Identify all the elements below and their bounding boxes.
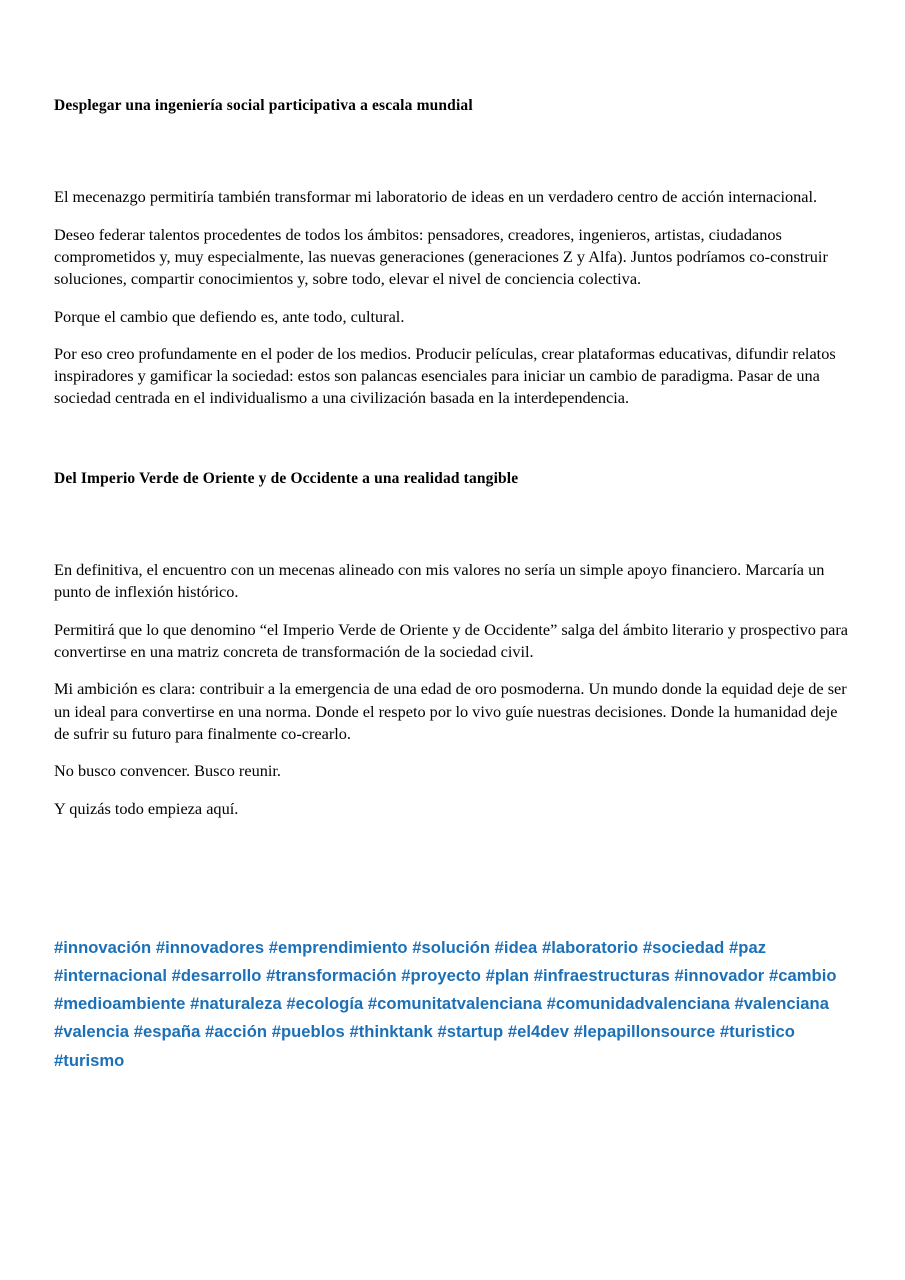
hashtag-link[interactable]: #ecología bbox=[286, 994, 364, 1014]
paragraph: El mecenazgo permitiría también transformar mi laboratorio de ideas en un verdadero centro de acción internacional. bbox=[54, 187, 818, 207]
spacer bbox=[54, 410, 851, 469]
spacer bbox=[54, 115, 851, 186]
spacer bbox=[54, 820, 851, 934]
hashtag-link[interactable]: #comunitatvalenciana bbox=[367, 994, 542, 1014]
hashtag-link[interactable]: #españa bbox=[133, 1022, 201, 1042]
hashtag-link[interactable]: #medioambiente bbox=[54, 994, 186, 1014]
hashtag-link[interactable]: #proyecto bbox=[401, 966, 481, 985]
hashtag-link[interactable]: #lepapillonsource bbox=[573, 1022, 716, 1042]
hashtag-link[interactable]: #comunidadvalenciana bbox=[546, 994, 730, 1014]
hashtag-link[interactable]: #innovadores bbox=[155, 937, 265, 957]
spacer bbox=[54, 328, 851, 343]
hashtag-link[interactable]: #transformación bbox=[266, 966, 397, 985]
spacer bbox=[54, 488, 851, 559]
section-heading-2: Del Imperio Verde de Oriente y de Occidente a una realidad tangible bbox=[54, 469, 519, 487]
spacer bbox=[54, 291, 851, 306]
hashtag-link[interactable]: #valenciana bbox=[734, 994, 829, 1014]
hashtag-link[interactable]: #innovación bbox=[54, 937, 152, 957]
paragraph: En definitiva, el encuentro con un mecenas alineado con mis valores no sería un simple apoyo financiero. Marcaría un punto de inflexión histórico. bbox=[54, 560, 825, 602]
hashtag-link[interactable]: #infraestructuras bbox=[533, 966, 670, 985]
paragraph: Y quizás todo empieza aquí. bbox=[54, 798, 239, 818]
hashtag-link[interactable]: #thinktank bbox=[349, 1022, 433, 1042]
section-heading-1: Desplegar una ingeniería social participativa a escala mundial bbox=[54, 97, 473, 114]
hashtag-link[interactable]: #cambio bbox=[768, 966, 837, 985]
hashtag-link[interactable]: #emprendimiento bbox=[268, 937, 408, 957]
spacer bbox=[54, 663, 851, 678]
hashtag-link[interactable]: #innovador bbox=[674, 966, 765, 985]
hashtag-link[interactable]: #turismo bbox=[54, 1050, 125, 1070]
hashtag-link[interactable]: #valencia bbox=[54, 1022, 130, 1042]
hashtag-link[interactable]: #naturaleza bbox=[190, 994, 282, 1014]
paragraph: Deseo federar talentos procedentes de todos los ámbitos: pensadores, creadores, ingenieros, artistas, ciudadanos comprometidos y, muy especialmente, las nuevas generaciones (generaciones Z y Alfa). Juntos podríamos co-construir soluciones, compartir conocimientos y, sobre todo, elevar el nivel de conciencia colectiva. bbox=[54, 224, 828, 289]
hashtag-link[interactable]: #startup bbox=[437, 1022, 504, 1042]
hashtag-link[interactable]: #turistico bbox=[719, 1022, 795, 1042]
hashtag-link[interactable]: #pueblos bbox=[271, 1022, 345, 1042]
spacer bbox=[54, 209, 851, 224]
hashtag-link[interactable]: #plan bbox=[485, 966, 530, 985]
paragraph: Mi ambición es clara: contribuir a la emergencia de una edad de oro posmoderna. Un mundo donde la equidad deje de ser un ideal para convertirse en una norma. Donde el respeto por lo vivo guíe nuestras decisiones. Donde la humanidad deje de sufrir su futuro para finalmente co-crearlo. bbox=[54, 679, 847, 743]
document-body bbox=[54, 0, 851, 1075]
hashtag-link[interactable]: #idea bbox=[494, 937, 538, 957]
hashtag-link[interactable]: #solución bbox=[412, 937, 491, 957]
hashtag-link[interactable]: #internacional bbox=[54, 966, 167, 985]
paragraph: Permitirá que lo que denomino “el Imperio Verde de Oriente y de Occidente” salga del ámbito literario y prospectivo para convertirse en una matriz concreta de transformación de la sociedad civil. bbox=[54, 619, 849, 662]
hashtag-link[interactable]: #paz bbox=[729, 937, 767, 957]
hashtag-link[interactable]: #sociedad bbox=[642, 937, 725, 957]
hashtag-list bbox=[54, 934, 851, 1075]
hashtag-link[interactable]: #laboratorio bbox=[541, 937, 639, 957]
hashtag-link[interactable]: #acción bbox=[205, 1022, 268, 1042]
hashtag-link[interactable]: #el4dev bbox=[507, 1022, 569, 1042]
paragraph: Porque el cambio que defiendo es, ante todo, cultural. bbox=[54, 306, 405, 326]
spacer bbox=[54, 745, 851, 760]
spacer bbox=[54, 783, 851, 798]
paragraph: No busco convencer. Busco reunir. bbox=[54, 761, 281, 781]
hashtag-link[interactable]: #desarrollo bbox=[171, 966, 262, 985]
spacer bbox=[54, 604, 851, 619]
paragraph: Por eso creo profundamente en el poder de los medios. Producir películas, crear plataformas educativas, difundir relatos inspiradores y gamificar la sociedad: estos son palancas esenciales para iniciar un cambio de paradigma. Pasar de una sociedad centrada en el individualismo a una civilización basada en la interdependencia. bbox=[54, 343, 836, 408]
